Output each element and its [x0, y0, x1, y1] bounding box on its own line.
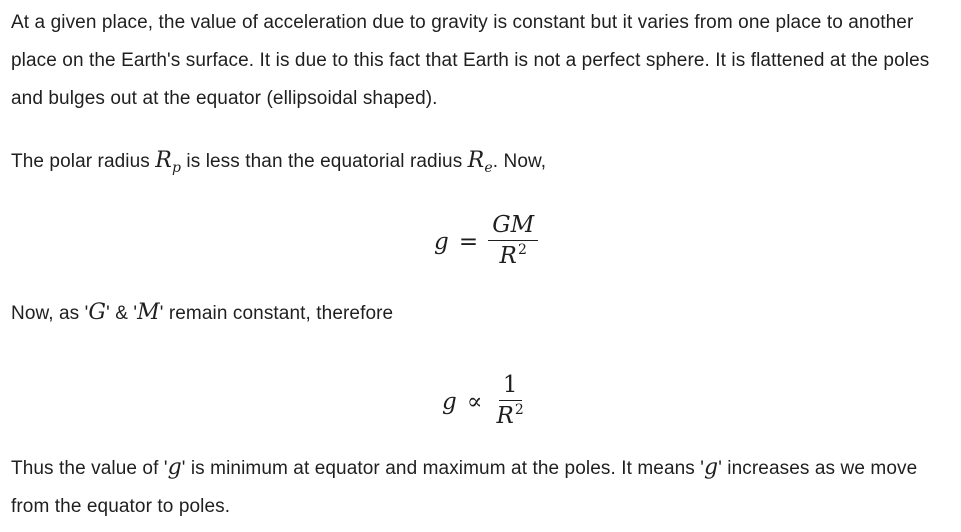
fraction-denominator	[493, 401, 528, 434]
text-segment: ' & '	[106, 303, 138, 324]
math-polar-radius	[155, 148, 182, 176]
text-segment: Now, as '	[11, 303, 89, 324]
math-exponent: 2	[514, 402, 524, 418]
text-segment: ' remain constant, therefore	[159, 303, 394, 324]
math-var-R: R	[467, 148, 485, 173]
math-equatorial-radius	[467, 148, 493, 176]
math-exponent: 2	[517, 242, 527, 258]
math-var-M: M	[137, 300, 160, 325]
math-var-R: R	[499, 243, 517, 269]
math-var-g: g	[704, 455, 719, 480]
math-subscript-p: p	[171, 160, 182, 176]
math-var-R: R	[155, 148, 172, 173]
text-segment: The polar radius	[11, 151, 156, 172]
text-segment: ' increases as we move from the equator to poles.	[11, 458, 918, 517]
math-var-g: g	[442, 389, 457, 415]
equation-gravity-formula	[434, 210, 538, 274]
math-equals: =	[458, 229, 479, 255]
math-var-R: R	[496, 403, 514, 429]
math-var-g: g	[434, 229, 449, 255]
text-segment: ' is minimum at equator and maximum at the poles. It means '	[181, 458, 704, 479]
paragraph-conclusion	[11, 449, 953, 526]
math-fraction	[493, 370, 528, 434]
math-proportional-to: ∝	[466, 389, 483, 415]
paragraph-constants	[11, 294, 953, 333]
fraction-numerator: 1	[499, 370, 522, 401]
text-segment: is less than the equatorial radius	[181, 151, 468, 172]
text-segment: . Now,	[492, 151, 547, 172]
math-fraction	[488, 210, 538, 274]
math-subscript-e: e	[484, 160, 493, 176]
paragraph-gravity-variation: At a given place, the value of acceleration due to gravity is constant but it varies from one place to another place on the Earth's surface. It is due to this fact that Earth is not a perfect sphere. It is flattened at the poles and bulges out at the equator (ellipsoidal shaped).	[11, 12, 930, 109]
text-segment: Thus the value of '	[11, 458, 168, 479]
fraction-numerator: GM	[488, 210, 538, 241]
equation-proportionality	[442, 370, 528, 434]
fraction-denominator	[496, 241, 531, 274]
math-var-G: G	[88, 300, 107, 325]
math-var-g: g	[167, 455, 182, 480]
paragraph-radii	[11, 142, 953, 182]
